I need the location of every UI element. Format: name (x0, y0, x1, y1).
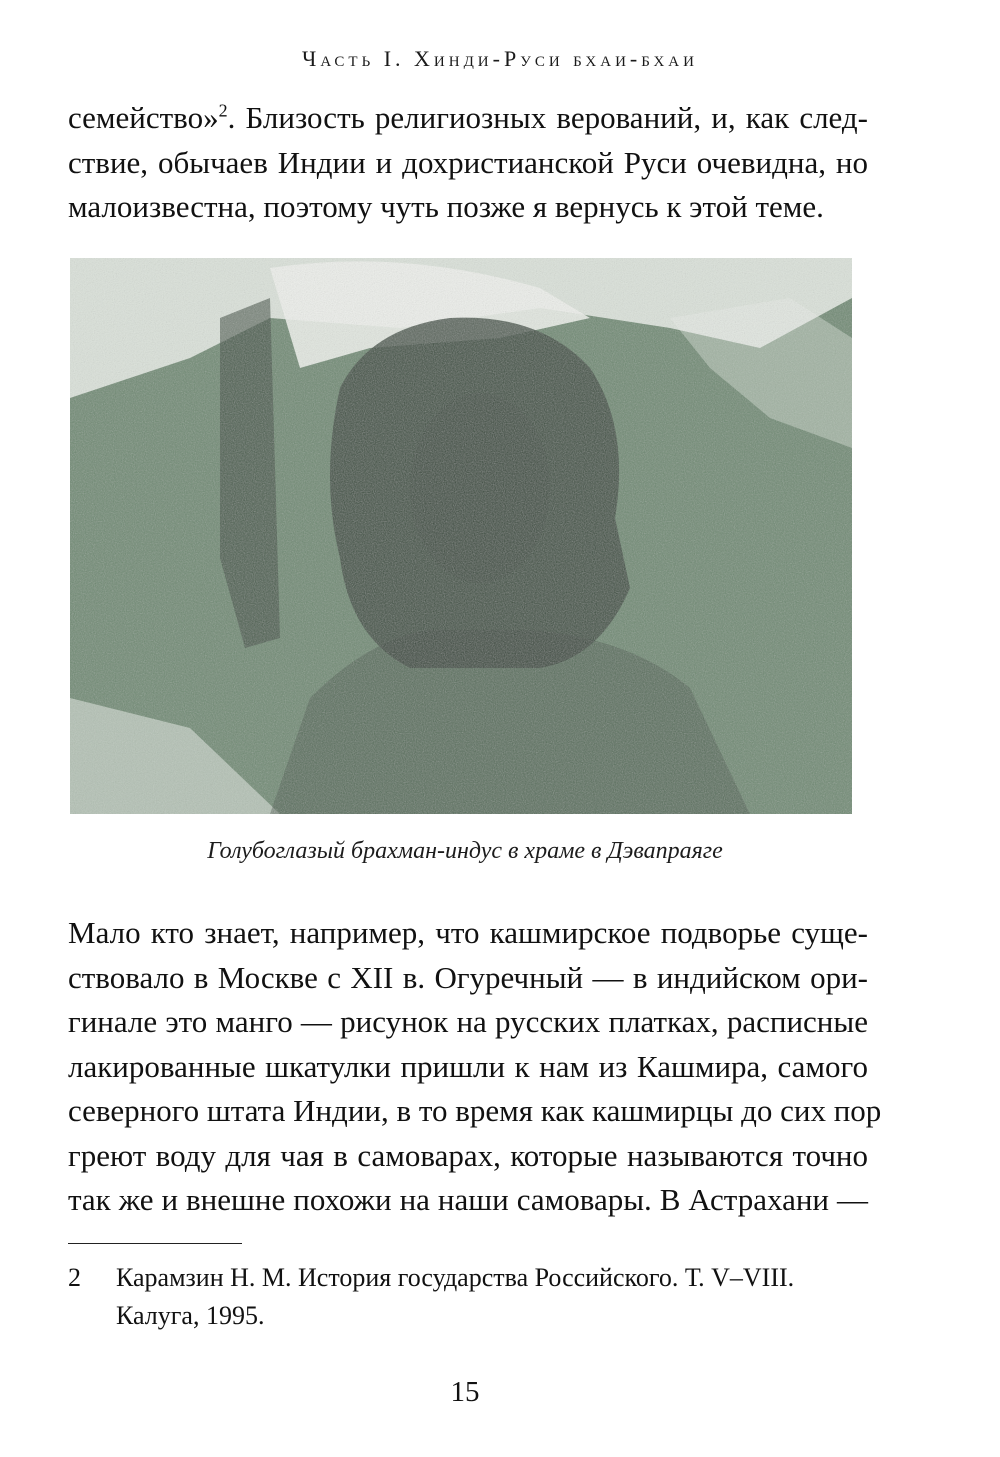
paragraph-main (68, 911, 882, 1223)
paragraph-main-line: лакированные шкатулки пришли к нам из Кашмира, самого (68, 1048, 868, 1084)
footnote-separator (68, 1243, 242, 1244)
line-1-before-note: семейство» (68, 100, 219, 135)
paragraph-main-line: гинале это манго — рисунок на русских платках, расписные (68, 1004, 868, 1039)
photo-caption: Голубоглазый брахман-индус в храме в Дэвапраяге (207, 838, 723, 864)
paragraph-main-line: северного штата Индии, в то время как кашмирцы до сих пор (68, 1093, 882, 1128)
paragraph-top-line-2: ствие, обычаев Индии и дохристианской Руси очевидна, но (68, 144, 868, 180)
running-head: Часть I. Хинди-Руси бхаи-бхаи (302, 46, 698, 71)
footnote-reference: 2 (218, 100, 228, 121)
photo-illustration (70, 258, 852, 814)
footnote (68, 1259, 868, 1335)
paragraph-top-line-1 (68, 96, 868, 141)
paragraph-main-line: греют воду для чая в самоварах, которые называются точно (68, 1137, 868, 1173)
paragraph-main-line: так же и внешне похожи на наши самовары. В Астрахани — (68, 1182, 868, 1217)
paragraph-top-line-3: малоизвестна, поэтому чуть позже я вернусь к этой теме. (68, 189, 824, 224)
footnote-line-2: Калуга, 1995. (116, 1301, 265, 1330)
paragraph-main-line: Мало кто знает, например, что кашмирское подворье суще- (68, 915, 868, 950)
photograph-brahmin (70, 258, 852, 814)
footnote-text (116, 1259, 868, 1335)
paragraph-top (68, 96, 868, 230)
page-number: 15 (450, 1376, 480, 1408)
line-1-after-note: . Близость религиозных верований, и, как след- (227, 100, 868, 135)
footnote-line-1: Карамзин Н. М. История государства Российского. Т. V–VIII. (116, 1263, 795, 1292)
footnote-number: 2 (68, 1263, 81, 1292)
paragraph-main-line: ствовало в Москве с XII в. Огуречный — в индийском ори- (68, 959, 868, 995)
